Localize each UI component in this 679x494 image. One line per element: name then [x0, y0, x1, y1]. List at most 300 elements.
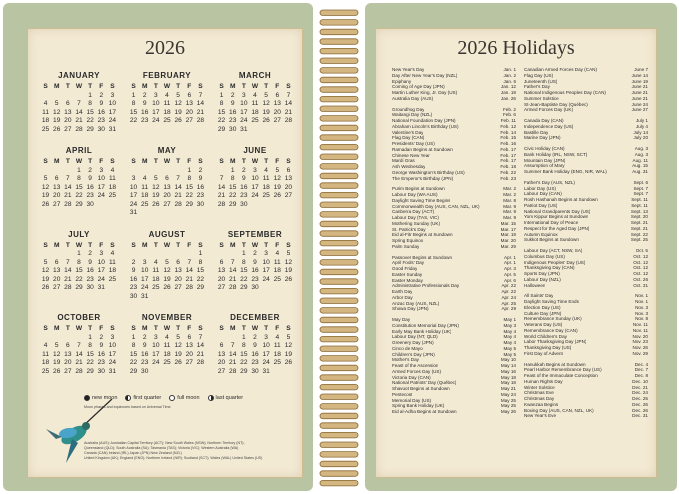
day-cell: 27 — [174, 284, 182, 291]
day-cell: 18 — [273, 350, 281, 358]
day-cell: 26 — [284, 275, 293, 283]
moon-phase-icon — [125, 395, 131, 401]
holiday-name: Mother's Day — [392, 357, 419, 363]
holiday-date: Mar. 15 — [500, 220, 516, 226]
moon-phase-icon — [84, 395, 90, 401]
month-block — [128, 230, 206, 302]
day-cell: 27 — [217, 284, 226, 291]
day-cell: 26 — [41, 284, 50, 291]
holiday-name: Labor Thanksgiving Day (JPN) — [524, 339, 587, 345]
region-line: Canada (CAN) Ireland (IRL) Japan (JPN) New Zealand (NZL) — [84, 451, 182, 455]
day-cell: 17 — [251, 183, 259, 191]
holiday-date: May 10 — [500, 357, 516, 363]
day-cell: 2 — [99, 333, 104, 341]
day-cell: 16 — [86, 267, 94, 274]
holiday-name: Labour Day (WA AUS) — [392, 192, 438, 197]
month-name: SEPTEMBER — [227, 229, 283, 239]
day-cell: 1 — [88, 333, 92, 341]
day-cell: 27 — [185, 117, 193, 124]
day-cell: 1 — [242, 250, 246, 257]
day-cell: 20 — [163, 192, 171, 199]
day-cell: 18 — [41, 359, 50, 366]
day-cell: 25 — [41, 367, 50, 375]
empty-cell — [51, 92, 62, 101]
empty-cell — [161, 167, 172, 176]
day-cell: 31 — [141, 292, 149, 300]
holiday-date: Feb. 11 — [500, 118, 516, 123]
month-grid — [128, 158, 206, 218]
weekday-header: S — [43, 83, 48, 90]
day-cell: 16 — [129, 275, 138, 283]
spiral-ring — [320, 413, 358, 419]
day-cell: 18 — [141, 192, 149, 199]
holiday-name: All Saints' Day — [524, 293, 554, 299]
spiral-ring — [320, 461, 358, 467]
holiday-name: Columbus Day (US) — [524, 253, 565, 259]
holiday-name: Arbor Day — [392, 294, 413, 300]
day-cell: 19 — [163, 275, 171, 283]
month-block — [40, 313, 118, 376]
weekday-header: M — [229, 241, 236, 249]
day-cell: 14 — [284, 100, 293, 107]
day-cell: 22 — [240, 359, 248, 366]
holiday-date: Mar. 2 — [503, 192, 516, 197]
holiday-name: Canada Day (CAN) — [524, 118, 564, 123]
day-cell: 17 — [152, 108, 160, 116]
day-cell: 2 — [253, 250, 257, 257]
weekday-header: W — [75, 83, 83, 90]
holiday-date: Dec. 4 — [634, 361, 648, 367]
spiral-ring — [320, 365, 358, 371]
holiday-group — [392, 107, 516, 182]
empty-cell — [216, 167, 227, 176]
day-cell: 8 — [187, 175, 192, 182]
day-cell: 22 — [75, 275, 83, 283]
day-cell: 11 — [108, 258, 116, 266]
day-cell: 7 — [198, 91, 203, 99]
day-cell: 23 — [229, 117, 237, 124]
day-cell: 27 — [64, 367, 72, 375]
spiral-ring — [320, 269, 358, 275]
holiday-date: Aug. 31 — [632, 169, 648, 174]
holiday-name: National Grandparents Day (US) — [524, 208, 591, 214]
holiday-name: Sports Day (JPN) — [524, 271, 560, 276]
day-cell: 28 — [196, 117, 205, 124]
day-cell: 23 — [129, 284, 138, 291]
holiday-date: May 25 — [500, 403, 516, 409]
holiday-date: Oct. 12 — [633, 259, 648, 265]
month-name: DECEMBER — [230, 313, 280, 322]
day-cell: 24 — [129, 200, 138, 208]
day-cell: 25 — [108, 192, 117, 199]
day-cell: 7 — [230, 342, 235, 349]
holiday-name: Christmas Day — [524, 396, 555, 401]
holiday-date: Dec. 7 — [634, 367, 648, 373]
holiday-date: Feb. 2 — [502, 106, 516, 112]
holiday-name: Summer Bank Holiday (ENG, NIR, WAL) — [524, 169, 607, 174]
spiral-ring — [320, 480, 358, 486]
empty-cell — [40, 92, 51, 101]
month-name: JANUARY — [58, 71, 100, 80]
day-cell: 3 — [99, 166, 104, 174]
holiday-date: Sept. 7 — [633, 191, 648, 197]
day-cell: 2 — [142, 333, 147, 341]
day-cell: 9 — [198, 175, 203, 182]
day-cell: 20 — [53, 192, 61, 199]
month-grid — [216, 325, 294, 376]
day-cell: 14 — [64, 267, 72, 274]
holiday-name: Independence Day (US) — [524, 123, 574, 129]
weekday-header: T — [264, 158, 269, 165]
weekday-header: W — [75, 325, 83, 332]
day-cell: 18 — [108, 183, 117, 191]
holiday-date: Sept. 22 — [630, 231, 648, 237]
spiral-ring — [320, 68, 358, 74]
weekday-header: F — [275, 241, 280, 249]
day-cell: 4 — [142, 175, 147, 182]
day-cell: 24 — [152, 359, 160, 366]
weekday-header: M — [141, 325, 148, 332]
day-cell: 31 — [108, 125, 117, 133]
weekday-header: W — [163, 158, 171, 165]
day-cell: 12 — [53, 108, 61, 116]
day-cell: 19 — [53, 359, 61, 366]
day-cell: 2 — [242, 166, 246, 174]
day-cell: 18 — [152, 275, 160, 283]
day-cell: 15 — [129, 350, 138, 358]
day-cell: 9 — [88, 175, 92, 182]
month-name: JULY — [68, 229, 90, 239]
holiday-date: July 14 — [633, 129, 648, 135]
holiday-date: June 21 — [631, 95, 648, 101]
holiday-date: Apr. 3 — [503, 266, 516, 271]
day-cell: 27 — [53, 200, 61, 208]
weekday-header: T — [241, 241, 246, 249]
weekday-header: S — [286, 158, 291, 165]
day-cell: 28 — [229, 367, 237, 375]
day-cell: 8 — [242, 258, 246, 266]
holiday-date: July 4 — [635, 123, 648, 129]
day-cell: 19 — [41, 192, 50, 199]
day-cell: 16 — [251, 267, 259, 274]
holiday-name: First Day of Advent — [524, 350, 563, 356]
holiday-name: Day After New Year's Day (NZL) — [392, 72, 458, 78]
holiday-group — [524, 118, 648, 141]
day-cell: 5 — [286, 333, 291, 341]
day-cell: 15 — [229, 183, 237, 191]
day-cell: 13 — [185, 342, 193, 349]
weekday-header: T — [176, 241, 181, 249]
day-cell: 3 — [110, 333, 115, 341]
day-cell: 11 — [262, 175, 270, 182]
weekday-header: T — [176, 325, 181, 332]
holiday-group — [392, 255, 516, 313]
holidays-column-left — [392, 67, 516, 424]
day-cell: 7 — [66, 258, 70, 266]
day-cell: 30 — [251, 367, 259, 375]
day-cell: 31 — [129, 209, 138, 216]
day-cell: 27 — [185, 359, 193, 366]
holiday-date: Mar. 9 — [503, 215, 516, 220]
day-cell: 9 — [88, 258, 92, 266]
holiday-name: Victoria Day (CAN) — [392, 374, 431, 380]
day-cell: 10 — [97, 258, 105, 266]
holiday-group — [524, 248, 648, 288]
holiday-row — [392, 96, 516, 102]
holiday-date: Apr. 29 — [501, 306, 516, 312]
holiday-date: Feb. 18 — [500, 164, 516, 169]
weekday-header: T — [65, 241, 70, 249]
spiral-ring — [320, 173, 358, 179]
holiday-date: Apr. 25 — [501, 300, 516, 306]
day-cell: 14 — [185, 267, 193, 274]
day-cell: 1 — [131, 91, 136, 99]
weekday-header: S — [198, 158, 203, 165]
month-name: OCTOBER — [57, 313, 101, 322]
holiday-name: Children's Day (JPN) — [392, 351, 435, 357]
holiday-name: Labour Day (TAS, VIC) — [392, 215, 439, 220]
holiday-date: Feb. 17 — [500, 146, 516, 152]
holiday-name: Labour Day (NZL) — [524, 276, 561, 282]
day-cell: 25 — [163, 359, 171, 366]
day-cell: 22 — [75, 192, 83, 199]
spiral-ring — [320, 77, 358, 83]
day-cell: 10 — [240, 100, 248, 107]
holiday-name: Winter Solstice — [524, 384, 555, 390]
holiday-date: May 4 — [503, 340, 516, 345]
spiral-ring — [320, 250, 358, 256]
holiday-row — [392, 244, 516, 250]
day-cell: 7 — [66, 175, 70, 182]
weekday-header: T — [88, 83, 93, 90]
weekday-header: S — [131, 241, 136, 249]
day-cell: 16 — [141, 108, 149, 116]
day-cell: 7 — [230, 258, 235, 266]
day-cell: 24 — [97, 192, 105, 199]
day-cell: 16 — [240, 183, 248, 191]
holiday-date: Feb. 15 — [500, 135, 516, 141]
holiday-date: Aug. 3 — [634, 151, 648, 157]
holiday-name: Australia Day (AUS) — [392, 95, 434, 101]
region-line: Queensland (QLD); South Australia (SA); Tasmania (TAS); Victoria (VIC); Western Australia (WA) — [84, 446, 239, 450]
weekday-header: F — [275, 158, 280, 165]
day-cell: 24 — [262, 359, 270, 366]
holiday-row — [524, 169, 648, 175]
day-cell: 19 — [262, 108, 270, 116]
day-cell: 12 — [273, 175, 281, 182]
holiday-date: May 1 — [503, 317, 516, 322]
day-cell: 1 — [77, 250, 81, 257]
holiday-row — [524, 283, 648, 289]
day-cell: 16 — [141, 350, 149, 358]
day-cell: 24 — [108, 117, 117, 124]
day-cell: 8 — [131, 100, 136, 107]
holiday-date: Oct. 31 — [633, 282, 648, 288]
holiday-name: Spring Bank Holiday (UK) — [392, 403, 445, 409]
holiday-name: Christmas Eve — [524, 390, 554, 396]
holiday-name: Respect for the Aged Day (JPN) — [524, 225, 590, 231]
holiday-date: May 26 — [500, 409, 516, 414]
day-cell: 13 — [185, 100, 193, 107]
holiday-name: Pentecost — [392, 391, 413, 397]
day-cell: 8 — [88, 100, 92, 107]
moon-note: Moon phases and equinoxes based on Universal Time. — [84, 405, 172, 409]
holiday-date: Mar. 9 — [503, 203, 516, 209]
day-cell: 29 — [229, 200, 237, 208]
day-cell: 26 — [53, 367, 61, 375]
day-cell: 13 — [217, 350, 226, 358]
weekday-header: M — [53, 83, 60, 90]
day-cell: 29 — [75, 284, 83, 291]
holiday-date: Nov. 11 — [632, 322, 648, 327]
month-grid — [40, 83, 118, 134]
day-cell: 21 — [75, 359, 83, 366]
holiday-name: Easter Monday — [392, 277, 423, 283]
spiral-ring — [320, 164, 358, 170]
holiday-date: Apr. 24 — [501, 294, 516, 300]
day-cell: 22 — [129, 359, 138, 366]
day-cell: 3 — [99, 250, 104, 257]
holiday-name: Waitangi Day (NZL) — [392, 112, 433, 118]
holiday-group — [392, 317, 516, 415]
empty-cell — [216, 250, 227, 259]
holiday-date: Feb. 6 — [502, 112, 516, 118]
holiday-name: National Patriots' Day (Québec) — [392, 380, 457, 386]
weekday-header: M — [229, 158, 236, 165]
day-cell: 19 — [152, 192, 160, 199]
day-cell: 30 — [229, 125, 237, 133]
weekday-header: T — [153, 241, 158, 249]
holiday-name: Ramadan Begins at Sundown — [392, 146, 453, 152]
day-cell: 5 — [275, 166, 280, 174]
day-cell: 26 — [273, 192, 281, 199]
holiday-group — [524, 146, 648, 175]
day-cell: 14 — [75, 350, 83, 358]
weekday-header: M — [141, 83, 148, 90]
moon-phase-legend — [84, 395, 243, 401]
holiday-date: Mar. 29 — [500, 243, 516, 249]
day-cell: 3 — [264, 333, 268, 341]
holiday-date: May 16 — [500, 368, 516, 374]
holiday-date: May 14 — [500, 363, 516, 368]
holiday-name: Patriot Day (US) — [524, 202, 558, 208]
day-cell: 26 — [284, 359, 293, 366]
day-cell: 5 — [176, 333, 180, 341]
holiday-name: Juneteenth (US) — [524, 78, 558, 84]
spiral-ring — [320, 10, 358, 16]
day-cell: 11 — [273, 342, 281, 349]
holiday-date: Dec. 25 — [632, 396, 648, 401]
day-cell: 20 — [53, 275, 61, 283]
day-cell: 25 — [251, 117, 259, 124]
holiday-row — [524, 135, 648, 141]
spiral-ring — [320, 308, 358, 314]
weekday-header: F — [187, 241, 192, 249]
empty-cell — [184, 250, 195, 259]
region-line: United Kingdom (UK); England (ENG); Northern Ireland (NIR); Scotland (SCT); Wales (WAL) United States (US) — [84, 456, 263, 460]
day-cell: 4 — [154, 258, 158, 266]
holiday-date: Feb. 12 — [500, 123, 516, 129]
holiday-name: World Children's Day — [524, 333, 567, 339]
day-cell: 3 — [110, 91, 115, 99]
day-cell: 21 — [229, 359, 237, 366]
holiday-name: Pearl Harbor Remembrance Day (US) — [524, 367, 602, 373]
day-cell: 8 — [219, 100, 224, 107]
day-cell: 31 — [108, 367, 117, 375]
spiral-ring — [320, 231, 358, 237]
day-cell: 1 — [198, 250, 203, 257]
day-cell: 15 — [75, 183, 83, 191]
day-cell: 15 — [240, 350, 248, 358]
day-cell: 13 — [174, 267, 182, 274]
day-cell: 31 — [97, 284, 105, 291]
day-cell: 13 — [273, 100, 281, 107]
day-cell: 25 — [163, 117, 171, 124]
month-block — [40, 230, 118, 302]
weekday-header: W — [75, 158, 83, 165]
day-cell: 25 — [108, 275, 117, 283]
spiral-ring — [320, 404, 358, 410]
spiral-ring — [320, 39, 358, 45]
day-cell: 15 — [75, 267, 83, 274]
weekday-header: W — [163, 325, 171, 332]
day-cell: 24 — [240, 117, 248, 124]
holiday-date: May 4 — [503, 334, 516, 340]
holiday-name: Boxing Day (AUS, CAN, NZL, UK) — [524, 407, 594, 413]
month-name: MAY — [157, 146, 177, 155]
holiday-row — [524, 107, 648, 113]
day-cell: 5 — [286, 250, 291, 257]
day-cell: 17 — [152, 350, 160, 358]
empty-cell — [150, 250, 161, 259]
day-cell: 2 — [230, 91, 235, 99]
weekday-header: T — [264, 241, 269, 249]
empty-cell — [173, 250, 184, 259]
empty-cell — [161, 250, 172, 259]
weekday-header: S — [286, 325, 291, 332]
day-cell: 4 — [275, 333, 280, 341]
holiday-date: May 5 — [503, 351, 516, 357]
holiday-date: July 20 — [633, 135, 648, 141]
holiday-name: Father's Day (AUS, NZL) — [524, 179, 575, 185]
day-cell: 23 — [141, 359, 149, 366]
spiral-ring — [320, 288, 358, 294]
spiral-ring — [320, 384, 358, 390]
day-cell: 3 — [253, 166, 257, 174]
holiday-date: Apr. 6 — [503, 277, 516, 283]
holiday-name: Halloween — [524, 282, 546, 288]
day-cell: 21 — [174, 192, 182, 199]
day-cell: 4 — [110, 250, 115, 257]
day-cell: 10 — [152, 342, 160, 349]
month-name: FEBRUARY — [142, 71, 192, 80]
weekday-header: T — [241, 325, 246, 332]
holiday-name: Autumn Equinox — [524, 231, 558, 237]
legend-item — [208, 395, 244, 401]
day-cell: 21 — [196, 108, 205, 116]
empty-cell — [73, 92, 84, 101]
holiday-name: Greenery Day (JPN) — [392, 340, 434, 345]
holiday-date: Nov. 20 — [632, 333, 648, 339]
day-cell: 28 — [174, 200, 182, 208]
day-cell: 15 — [86, 108, 94, 116]
day-cell: 15 — [196, 267, 205, 274]
day-cell: 22 — [185, 192, 193, 199]
holiday-date: Jan. 12 — [500, 84, 516, 90]
day-cell: 1 — [187, 166, 192, 174]
day-cell: 18 — [251, 108, 259, 116]
day-cell: 14 — [64, 183, 72, 191]
